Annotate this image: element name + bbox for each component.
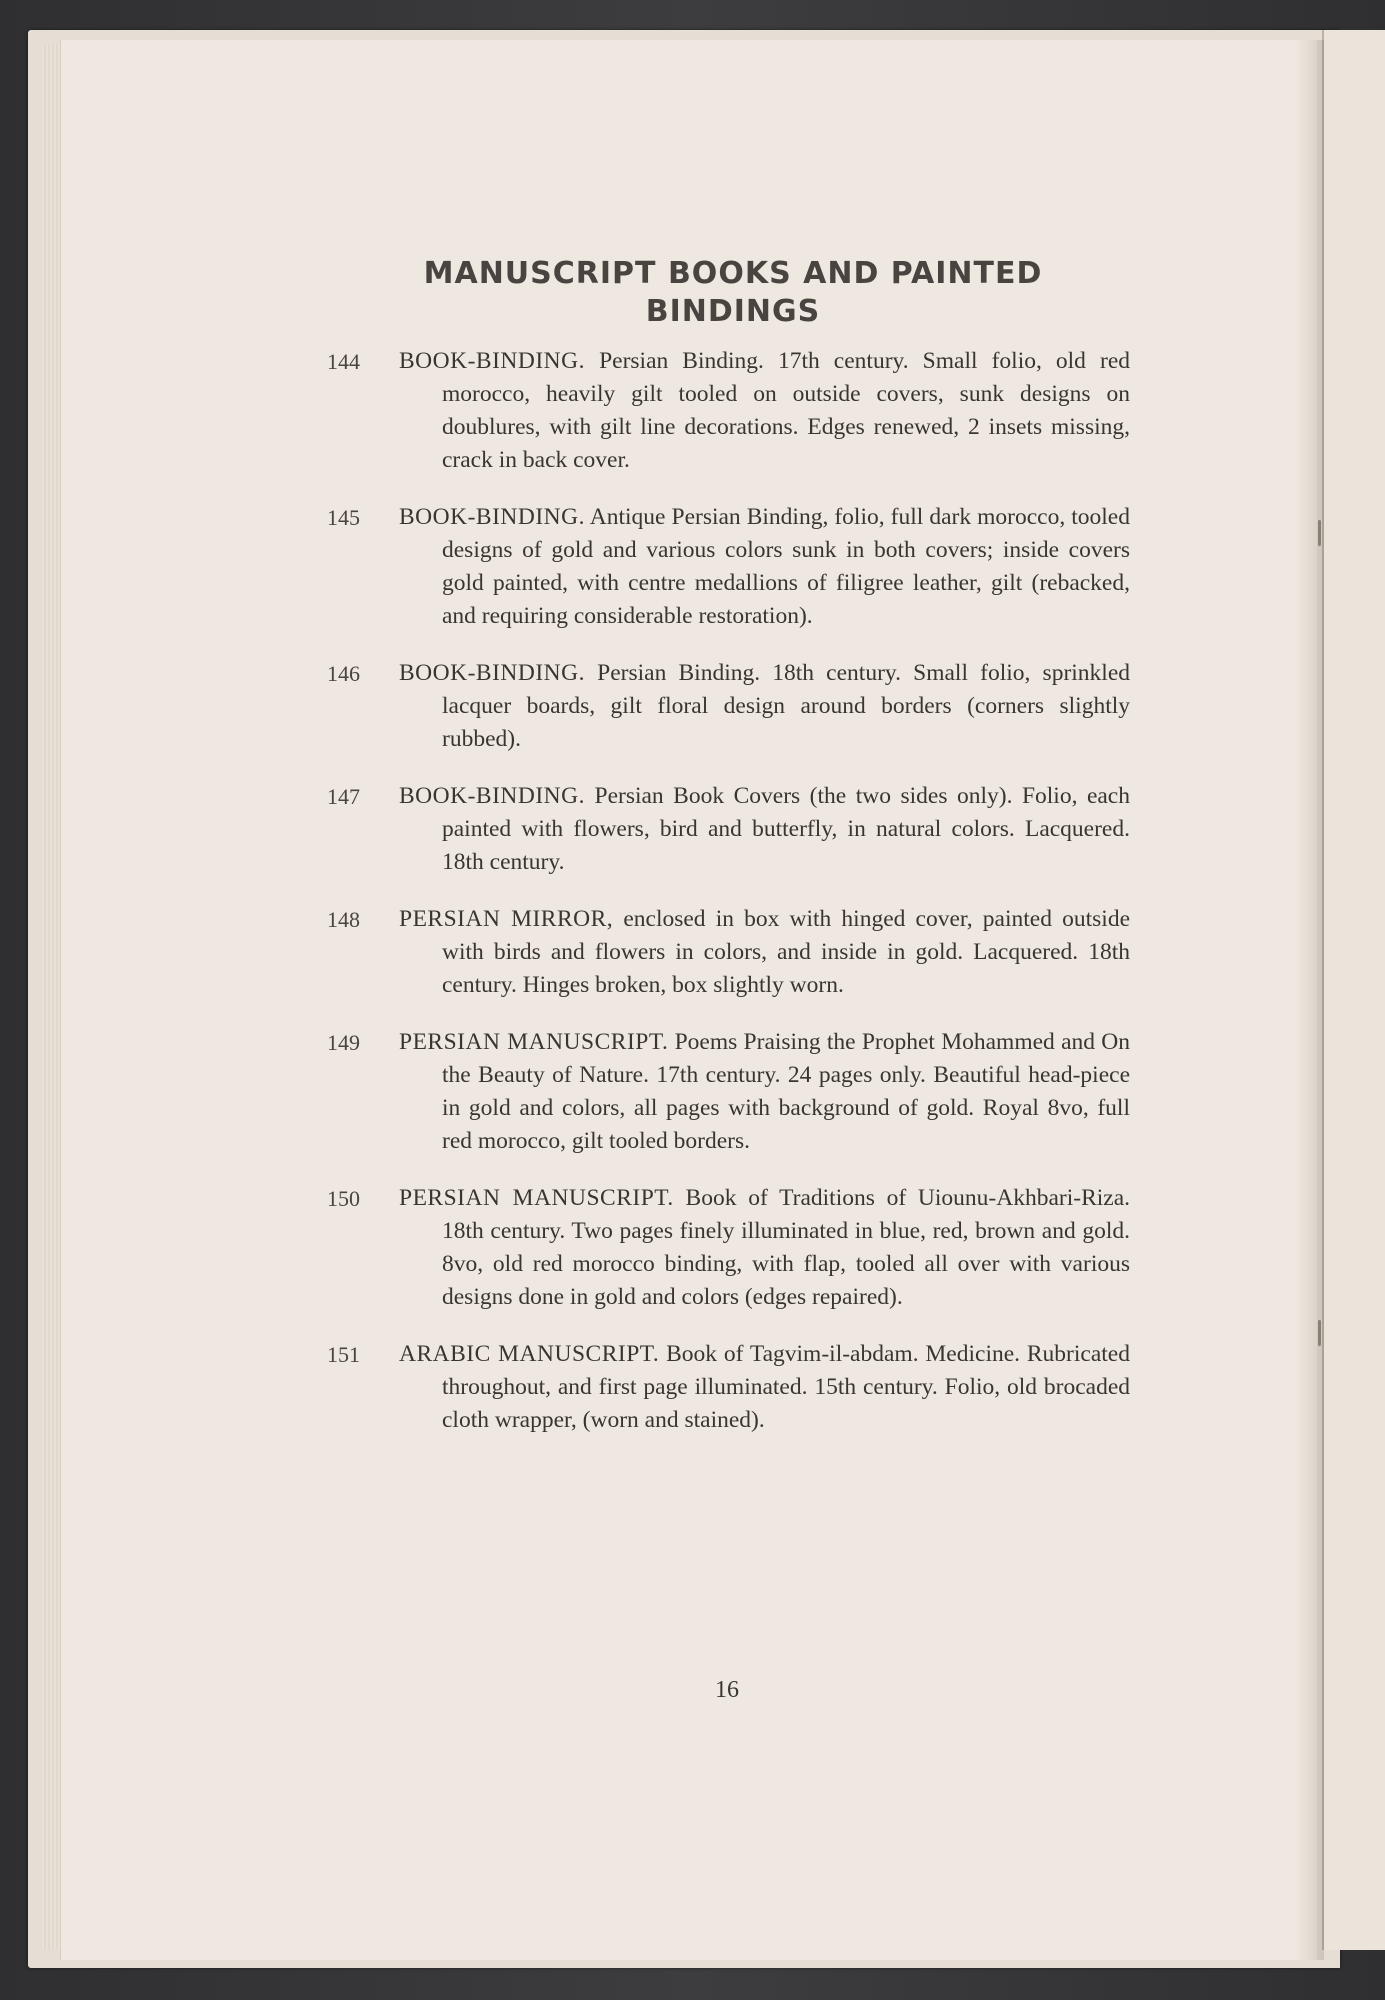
entry-description xyxy=(399,903,1130,1002)
catalog-entry xyxy=(320,903,1130,1002)
page-tab-mark xyxy=(1318,1320,1321,1346)
entry-heading: PERSIAN MIRROR, xyxy=(399,906,614,932)
entry-number: 145 xyxy=(327,505,360,530)
entry-description xyxy=(399,1182,1130,1314)
entry-description xyxy=(399,1338,1130,1437)
entry-number: 150 xyxy=(327,1186,360,1211)
entry-body: Antique Persian Binding, folio, full dark morocco, tooled designs of gold and various colors sunk in both covers; inside covers gold painted, with centre medallions of filigree leather, gilt (rebacked, and requiring considerable restoration). xyxy=(442,504,1130,629)
catalog-entry xyxy=(320,780,1130,879)
page-edges xyxy=(42,44,60,1950)
entry-description xyxy=(399,657,1130,756)
entry-description xyxy=(399,780,1130,879)
catalog-entry xyxy=(320,1182,1130,1314)
entry-heading: BOOK-BINDING. xyxy=(399,783,585,809)
entry-heading: BOOK-BINDING. xyxy=(399,660,585,686)
entry-description xyxy=(399,1026,1130,1158)
facing-page-edge xyxy=(1322,30,1385,1950)
entry-list xyxy=(320,345,1130,1437)
entry-description xyxy=(399,501,1130,633)
catalog-entry xyxy=(320,657,1130,756)
entry-number: 148 xyxy=(327,907,360,932)
entry-body: Book of Tagvim-il-abdam. Medicine. Rubricated throughout, and first page illuminated. 15th century. Folio, old brocaded cloth wrapper, (worn and stained). xyxy=(442,1341,1130,1433)
entry-body: Persian Binding. 18th century. Small folio, sprinkled lacquer boards, gilt floral design around borders (corners slightly rubbed). xyxy=(442,660,1131,752)
entry-body: Poems Praising the Prophet Mohammed and On the Beauty of Nature. 17th century. 24 pages only. Beautiful head-piece in gold and colors, all pages with background of gold. Royal 8vo, full red morocco, gilt tooled borders. xyxy=(442,1029,1131,1154)
page-number: 16 xyxy=(715,1677,739,1703)
page-content xyxy=(320,255,1130,1461)
entry-number: 146 xyxy=(327,661,360,686)
entry-number: 149 xyxy=(327,1030,360,1055)
entry-body: Persian Book Covers (the two sides only). Folio, each painted with flowers, bird and butterfly, in natural colors. Lacquered. 18th century. xyxy=(442,783,1130,875)
entry-number: 147 xyxy=(327,784,360,809)
entry-heading: BOOK-BINDING. xyxy=(399,348,585,374)
entry-number: 151 xyxy=(327,1342,360,1367)
entry-body: Book of Traditions of Uiounu-Akhbari-Riza. 18th century. Two pages finely illuminated in blue, red, brown and gold. 8vo, old red morocco binding, with flap, tooled all over with various designs done in gold and colors (edges repaired). xyxy=(442,1185,1131,1310)
entry-number: 144 xyxy=(327,349,360,374)
spine-shadow xyxy=(1296,40,1324,1960)
entry-heading: PERSIAN MANUSCRIPT. xyxy=(399,1185,674,1211)
entry-description xyxy=(399,345,1130,477)
entry-body: Persian Binding. 17th century. Small folio, old red morocco, heavily gilt tooled on outside covers, sunk designs on doublures, with gilt line decorations. Edges renewed, 2 insets missing, crack in back cover. xyxy=(442,348,1130,473)
entry-heading: BOOK-BINDING. xyxy=(399,504,585,530)
page-title: MANUSCRIPT BOOKS AND PAINTED BINDINGS xyxy=(423,256,1043,329)
catalog-entry xyxy=(320,501,1130,633)
entry-heading: PERSIAN MANUSCRIPT. xyxy=(399,1029,669,1055)
catalog-entry xyxy=(320,1338,1130,1437)
entry-heading: ARABIC MANUSCRIPT. xyxy=(399,1341,660,1367)
page-tab-mark xyxy=(1318,520,1321,546)
entry-body: enclosed in box with hinged cover, painted outside with birds and flowers in colors, and inside in gold. Lacquered. 18th century. Hinges broken, box slightly worn. xyxy=(442,906,1130,998)
catalog-entry xyxy=(320,345,1130,477)
catalog-entry xyxy=(320,1026,1130,1158)
